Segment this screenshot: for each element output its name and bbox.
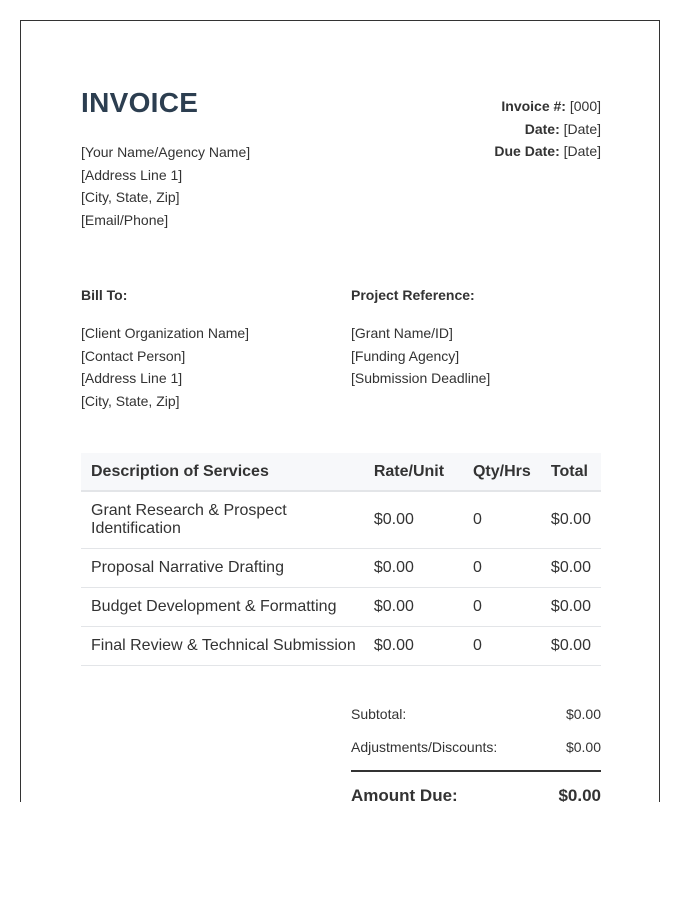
- amount-due-label: Amount Due:: [351, 786, 458, 802]
- bill-to-contact: [Contact Person]: [81, 347, 186, 364]
- sender-city-state-zip: [City, State, Zip]: [81, 189, 180, 205]
- row-total: $0.00: [541, 588, 601, 627]
- row-qty: 0: [463, 588, 541, 627]
- row-total: $0.00: [541, 491, 601, 549]
- row-description: Proposal Narrative Drafting: [81, 549, 374, 588]
- invoice-title: INVOICE: [81, 87, 199, 118]
- header-qty: Qty/Hrs: [463, 453, 541, 491]
- subtotal-label: Subtotal:: [351, 706, 407, 722]
- bill-to-label: Bill To:: [81, 287, 128, 303]
- totals-block: [351, 704, 601, 802]
- invoice-number-value: [000]: [569, 98, 601, 114]
- bill-to-org: [Client Organization Name]: [81, 325, 250, 341]
- row-rate: $0.00: [374, 549, 463, 588]
- invoice-date-row: [494, 118, 601, 141]
- row-rate: $0.00: [374, 491, 463, 549]
- row-total: $0.00: [541, 627, 601, 666]
- invoice-number-label: Invoice #:: [501, 98, 566, 114]
- project-reference-block: [351, 285, 490, 390]
- bill-to-address-line1: [Address Line 1]: [81, 370, 183, 386]
- row-qty: 0: [463, 627, 541, 666]
- table-row: [81, 491, 601, 549]
- due-date-row: [494, 140, 601, 163]
- sender-block: [81, 141, 250, 231]
- adjustments-row: [351, 737, 601, 757]
- row-rate: $0.00: [374, 588, 463, 627]
- sender-email-phone: [Email/Phone]: [81, 211, 169, 228]
- invoice-page: [20, 20, 660, 802]
- row-total: $0.00: [541, 549, 601, 588]
- invoice-number-row: [494, 95, 601, 118]
- subtotal-value: $0.00: [565, 706, 601, 722]
- project-reference-label: Project Reference:: [351, 287, 475, 303]
- row-rate: $0.00: [374, 627, 463, 666]
- services-table: [81, 453, 601, 666]
- invoice-meta: [494, 95, 601, 163]
- adjustments-label: Adjustments/Discounts:: [351, 739, 498, 755]
- table-row: [81, 627, 601, 666]
- project-grant: [Grant Name/ID]: [351, 325, 453, 341]
- bill-to-city-state-zip: [City, State, Zip]: [81, 392, 180, 409]
- table-row: [81, 588, 601, 627]
- due-date-value: [Date]: [563, 143, 601, 159]
- row-description: Budget Development & Formatting: [81, 588, 374, 627]
- header-description: Description of Services: [81, 453, 374, 491]
- row-qty: 0: [463, 491, 541, 549]
- row-qty: 0: [463, 549, 541, 588]
- project-agency: [Funding Agency]: [351, 347, 460, 364]
- subtotal-row: [351, 704, 601, 724]
- amount-due-value: $0.00: [558, 786, 601, 802]
- row-description: Final Review & Technical Submission: [81, 627, 374, 666]
- due-date-label: Due Date:: [494, 143, 560, 159]
- adjustments-value: $0.00: [565, 739, 601, 755]
- bill-to-block: [81, 285, 249, 412]
- invoice-date-value: [Date]: [563, 120, 601, 137]
- invoice-date-label: Date:: [524, 120, 560, 137]
- header-total: Total: [541, 453, 601, 491]
- header-rate: Rate/Unit: [374, 453, 463, 491]
- sender-address-line1: [Address Line 1]: [81, 166, 183, 183]
- amount-due-row: [351, 770, 601, 802]
- table-header-row: [81, 453, 601, 491]
- project-deadline: [Submission Deadline]: [351, 370, 491, 386]
- sender-name: [Your Name/Agency Name]: [81, 144, 251, 160]
- row-description: Grant Research & Prospect Identification: [81, 491, 374, 549]
- table-row: [81, 549, 601, 588]
